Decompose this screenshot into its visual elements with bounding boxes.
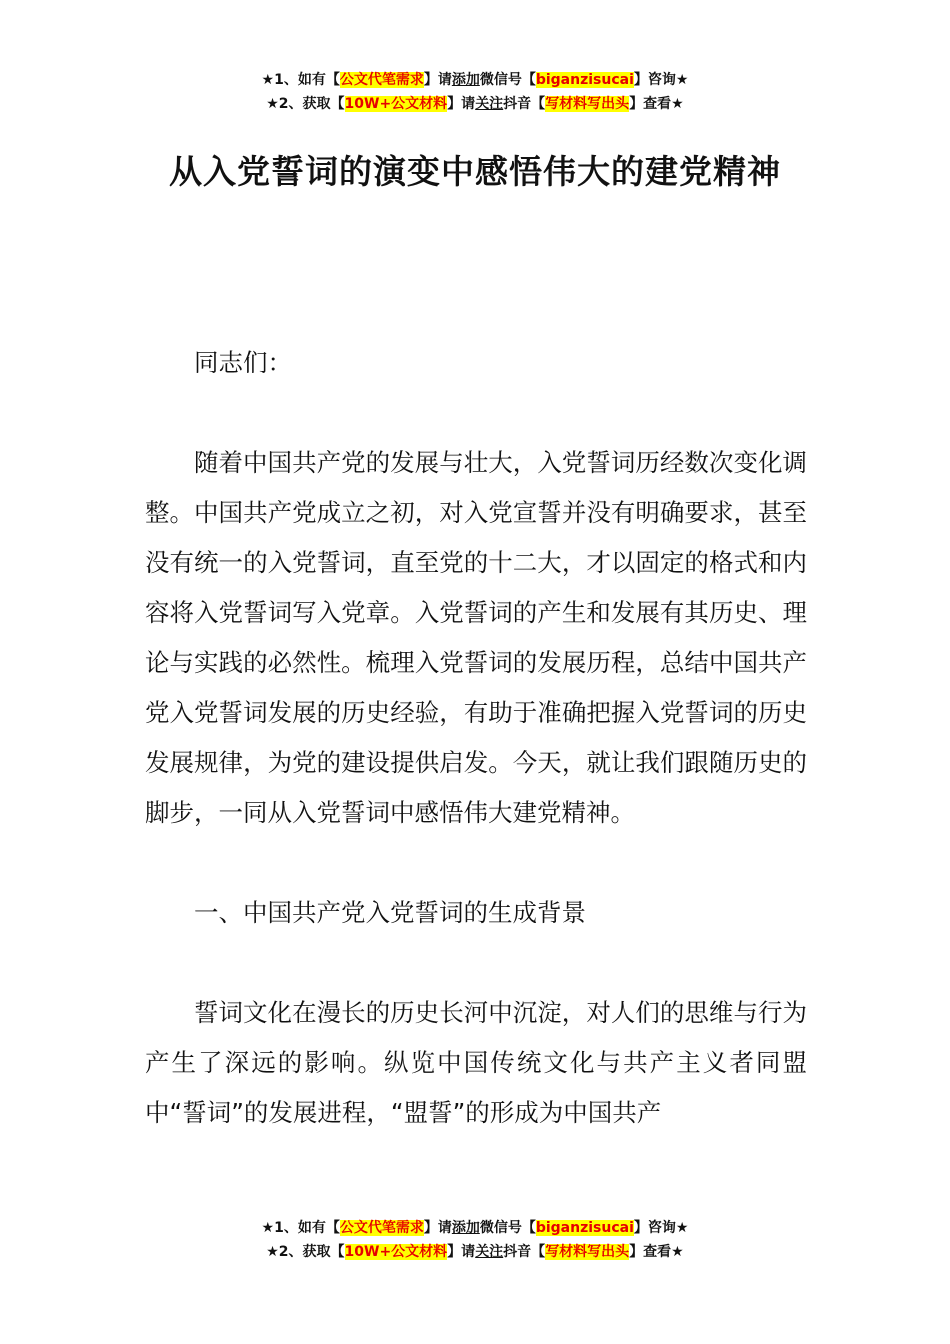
banner-line2-highlight-materials: 10W+公文材料 <box>344 96 448 112</box>
banner-line2-suffix: 】查看★ <box>629 96 684 112</box>
banner-line2-underline: 关注 <box>475 96 504 112</box>
banner-line1-highlight-service: 公文代笔需求 <box>339 72 424 88</box>
banner-line-1 <box>0 68 950 92</box>
banner-line1-highlight-wechat: biganzisucai <box>535 1220 634 1236</box>
banner-line1-suffix: 】咨询★ <box>633 1220 689 1236</box>
banner-line1-underline: 添加 <box>451 72 480 88</box>
banner-line1-mid: 】请 <box>423 72 452 88</box>
banner-line2-highlight-douyin: 写材料写出头 <box>545 1244 630 1260</box>
banner-line2-suffix: 】查看★ <box>629 1244 684 1260</box>
banner-line2-mid2: 抖音【 <box>503 96 546 112</box>
bottom-banner <box>0 1216 950 1264</box>
banner-line1-mid2: 微信号【 <box>479 72 536 88</box>
banner-line1-highlight-wechat: biganzisucai <box>535 72 634 88</box>
greeting: 同志们： <box>194 348 292 377</box>
banner-line1-mid2: 微信号【 <box>479 1220 536 1236</box>
banner-line1-mid: 】请 <box>423 1220 452 1236</box>
document-title: 从入党誓词的演变中感悟伟大的建党精神 <box>169 152 781 191</box>
top-banner <box>0 68 950 116</box>
banner-line-1 <box>0 1216 950 1240</box>
banner-line-2 <box>0 92 950 116</box>
banner-line2-mid2: 抖音【 <box>503 1244 546 1260</box>
banner-line2-highlight-douyin: 写材料写出头 <box>545 96 630 112</box>
banner-line2-underline: 关注 <box>475 1244 504 1260</box>
banner-line1-prefix: ★1、如有【 <box>261 72 340 88</box>
banner-line1-prefix: ★1、如有【 <box>261 1220 340 1236</box>
paragraph-section1: 誓词文化在漫长的历史长河中沉淀，对人们的思维与行为产生了深远的影响。纵览中国传统文化与共产主义者同盟中“誓词”的发展进程，“盟誓”的形成为中国共产 <box>145 998 807 1127</box>
banner-line2-mid: 】请 <box>447 1244 476 1260</box>
banner-line-2 <box>0 1240 950 1264</box>
banner-line1-highlight-service: 公文代笔需求 <box>339 1220 424 1236</box>
banner-line2-prefix: ★2、获取【 <box>266 96 345 112</box>
banner-line1-suffix: 】咨询★ <box>633 72 689 88</box>
section-heading-1: 一、中国共产党入党誓词的生成背景 <box>194 898 586 927</box>
banner-line2-mid: 】请 <box>447 96 476 112</box>
banner-line2-prefix: ★2、获取【 <box>266 1244 345 1260</box>
banner-line2-highlight-materials: 10W+公文材料 <box>344 1244 448 1260</box>
paragraph-intro: 随着中国共产党的发展与壮大，入党誓词历经数次变化调整。中国共产党成立之初，对入党宣誓并没有明确要求，甚至没有统一的入党誓词，直至党的十二大，才以固定的格式和内容将入党誓词写入党章。入党誓词的产生和发展有其历史、理论与实践的必然性。梳理入党誓词的发展历程，总结中国共产党入党誓词发展的历史经验，有助于准确把握入党誓词的历史发展规律，为党的建设提供启发。今天，就让我们跟随历史的脚步，一同从入党誓词中感悟伟大建党精神。 <box>145 448 807 827</box>
document-body <box>145 338 807 1188</box>
banner-line1-underline: 添加 <box>451 1220 480 1236</box>
